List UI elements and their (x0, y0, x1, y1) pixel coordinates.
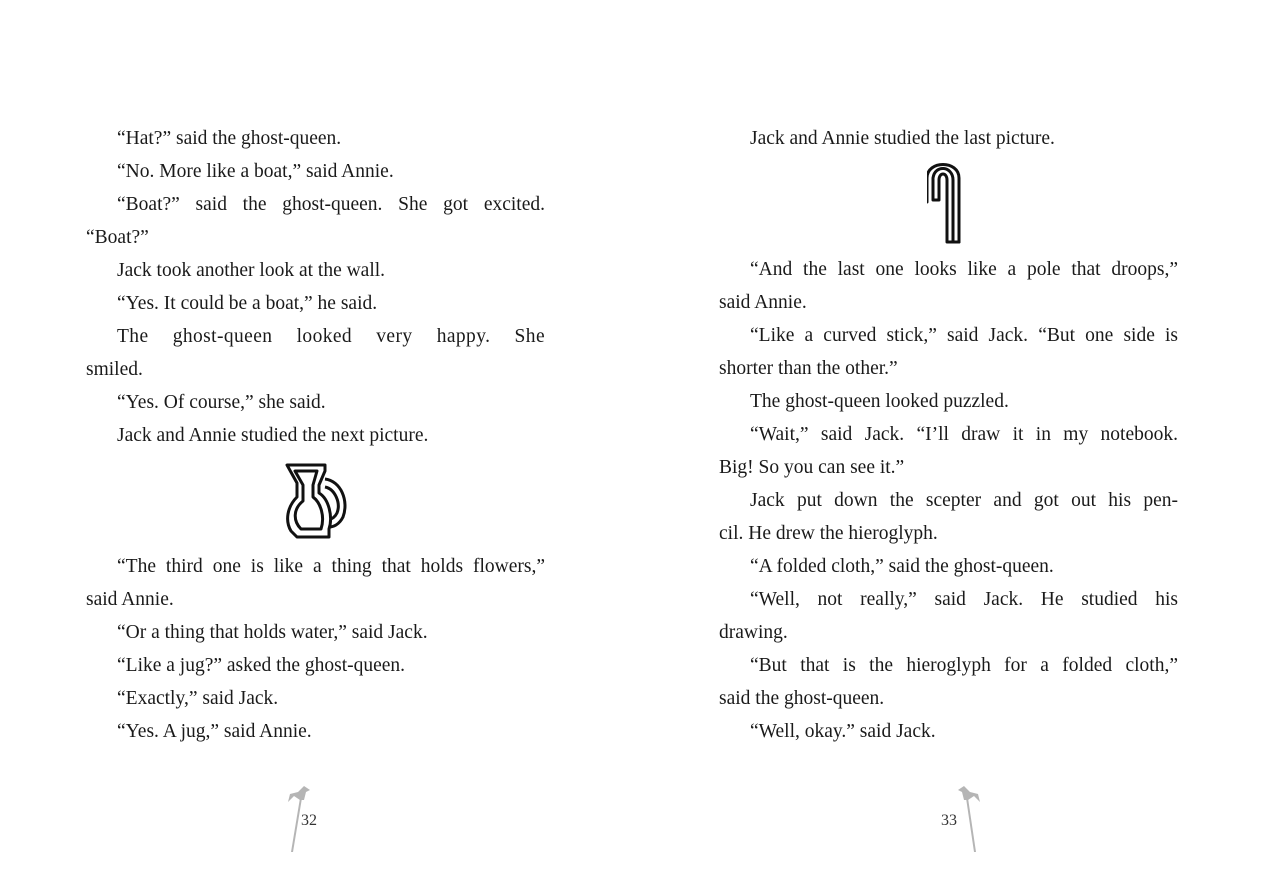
hieroglyph-figure (86, 452, 545, 550)
text-line: “But that is the hieroglyph for a folded cloth,” (750, 655, 1178, 676)
text-line: “Like a jug?” asked the ghost-queen. (117, 655, 406, 676)
text-line: said the ghost-queen. (719, 688, 885, 709)
text-line: Big! So you can see it.” (719, 457, 905, 478)
text-line: said Annie. (719, 292, 807, 313)
text-line: “Yes. A jug,” said Annie. (117, 721, 312, 742)
text-line: “And the last one looks like a pole that droops,” (750, 259, 1178, 280)
text-line: “Yes. It could be a boat,” he said. (117, 293, 378, 314)
text-line: “Boat?” (86, 227, 149, 248)
text-line: Jack took another look at the wall. (117, 260, 386, 281)
text-line: “Well, not really,” said Jack. He studied his (750, 589, 1178, 610)
text-line: Jack and Annie studied the next picture. (117, 425, 429, 446)
text-line: smiled. (86, 359, 143, 380)
text-line: Jack and Annie studied the last picture. (750, 128, 1055, 149)
text-line: “The third one is like a thing that holds flowers,” (117, 556, 545, 577)
text-line: Jack put down the scepter and got out his pen- (750, 490, 1178, 511)
text-line: “Or a thing that holds water,” said Jack. (117, 622, 428, 643)
text-line: “Wait,” said Jack. “I’ll draw it in my notebook. (750, 424, 1178, 445)
text-line: The ghost-queen looked puzzled. (750, 391, 1009, 412)
left-page (86, 122, 545, 748)
text-line: “A folded cloth,” said the ghost-queen. (750, 556, 1054, 577)
page-number-left (280, 786, 340, 852)
jug-hieroglyph-icon (283, 461, 349, 541)
text-line: shorter than the other.” (719, 358, 898, 379)
page-number: 32 (301, 812, 317, 829)
text-line: “Well, okay.” said Jack. (750, 721, 936, 742)
text-line: The ghost-queen looked very happy. She (117, 326, 545, 347)
hieroglyph-figure (719, 155, 1178, 253)
text-line: drawing. (719, 622, 788, 643)
text-line: cil. He drew the hieroglyph. (719, 523, 938, 544)
text-line: “Boat?” said the ghost-queen. She got excited. (117, 194, 545, 215)
folded-cloth-hieroglyph-icon (927, 162, 971, 246)
text-line: “Yes. Of course,” she said. (117, 392, 326, 413)
text-line: “No. More like a boat,” said Annie. (117, 161, 394, 182)
text-line: said Annie. (86, 589, 174, 610)
text-line: “Exactly,” said Jack. (117, 688, 279, 709)
text-line: “Hat?” said the ghost-queen. (117, 128, 342, 149)
text-line: “Like a curved stick,” said Jack. “But one side is (750, 325, 1178, 346)
page-number-right (938, 786, 998, 852)
page-number: 33 (941, 812, 957, 829)
right-page (719, 122, 1178, 748)
